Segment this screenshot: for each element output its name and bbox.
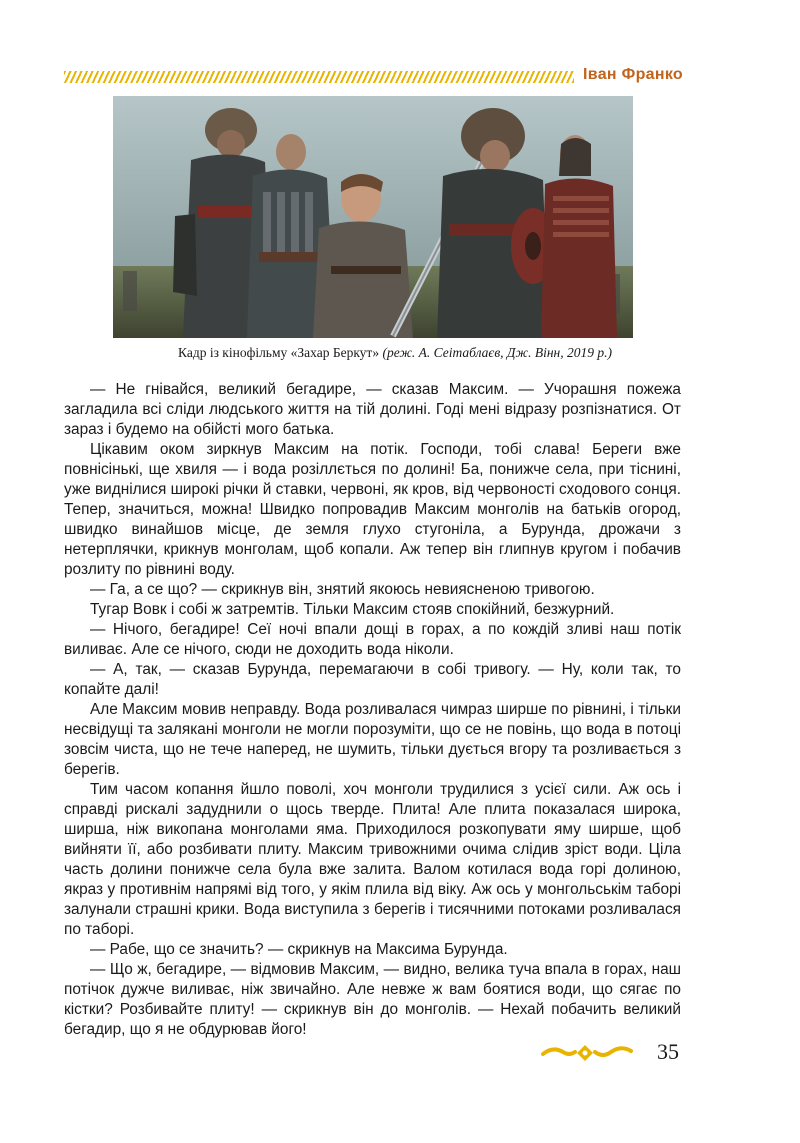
paragraph: — А, так, — сказав Бурунда, перемагаючи в собі тривогу. — Ну, коли так, то копайте далі! xyxy=(64,661,681,698)
figure-caption xyxy=(70,345,720,361)
header-decorative-rule xyxy=(64,71,574,83)
paragraph: — Рабе, що се значить? — скрикнув на Максима Бурунда. xyxy=(90,941,508,958)
caption-title: Кадр із кінофільму «Захар Беркут» xyxy=(178,345,380,360)
running-head-author: Іван Франко xyxy=(583,66,683,83)
paragraph: — Га, а се що? — скрикнув він, знятий якоюсь невиясненою тривогою. xyxy=(90,581,595,598)
story-text xyxy=(64,380,681,1040)
paragraph: Цікавим оком зиркнув Максим на потік. Господи, тобі слава! Береги вже повнісінькі, ще хвиля — і вода розіллється по долині! Ба, понижче села, при тіснині, уже виднілися широкі річки й ставки, червоні, як кров, від червоності сходового сонця. Тепер, значиться, можна! Швидко попровадив Максим монголів на батьків огород, швидко винайшов місце, де земля глухо стугоніла, а Бурунда, дрожачи з нетерплячки, крикнув монголам, щоб копали. Аж тепер він глипнув кругом і побачив розлиту по рівнині воду. xyxy=(64,441,681,578)
paragraph: Тим часом копання йшло поволі, хоч монголи трудилися з усієї сили. Аж ось і справді рискалі задуднили о щось тверде. Плита! Але плита показалася широка, ширша, ніж викопана монголами яма. Приходилося розкопувати яму ширше, щоб вийняти її, або розбивати плиту. Максим тривожними очима слідив зріст води. Ціла часть долини понижче села була вже залита. Валом котилася вода горі долиною, якраз у противнім напрямі від того, у якім плила від віку. Аж ось у монгольськім таборі залунали страшні крики. Вода виступила з берегів і тисячними потоками розливалася по таборі. xyxy=(64,781,681,938)
paragraph: — Не гнівайся, великий бегадире, — сказав Максим. — Учорашня пожежа загладила всі сліди людського життя на тій долині. Годі мені відразу розпізнатися. От зараз і будемо на обійсті мого батька. xyxy=(64,381,681,438)
paragraph: Але Максим мовив неправду. Вода розливалася чимраз ширше по рівнині, і тільки несвідущі та залякані монголи не могли порозуміти, що се не повінь, що вода в потоці зовсім чиста, що не тече наперед, не шумить, тільки дується вгору та розливається з берегів. xyxy=(64,701,681,778)
page-number: 35 xyxy=(657,1039,679,1064)
paragraph: — Нічого, бегадире! Сеї ночі впали дощі в горах, а по кождій зливі наш потік виливає. Але се нічого, сюди не доходить вода ніколи. xyxy=(64,621,681,658)
paragraph: Тугар Вовк і собі ж затремтів. Тільки Максим стояв спокійний, безжурний. xyxy=(90,601,615,618)
caption-credit: (реж. А. Сеітаблаєв, Дж. Вінн, 2019 р.) xyxy=(382,345,612,360)
footer-ornament-icon xyxy=(541,1040,633,1066)
film-still-image xyxy=(113,96,633,338)
paragraph: — Що ж, бегадире, — відмовив Максим, — видно, велика туча впала в горах, наш потічок дужче виливає, ніж звичайно. Але невже ж вам боятися води, що сягає по кістки? Розбивайте плиту! — скрикнув він до монголів. — Нехай побачить великий бегадир, що я не обдурював його! xyxy=(64,961,681,1038)
film-still-illustration xyxy=(113,96,633,338)
